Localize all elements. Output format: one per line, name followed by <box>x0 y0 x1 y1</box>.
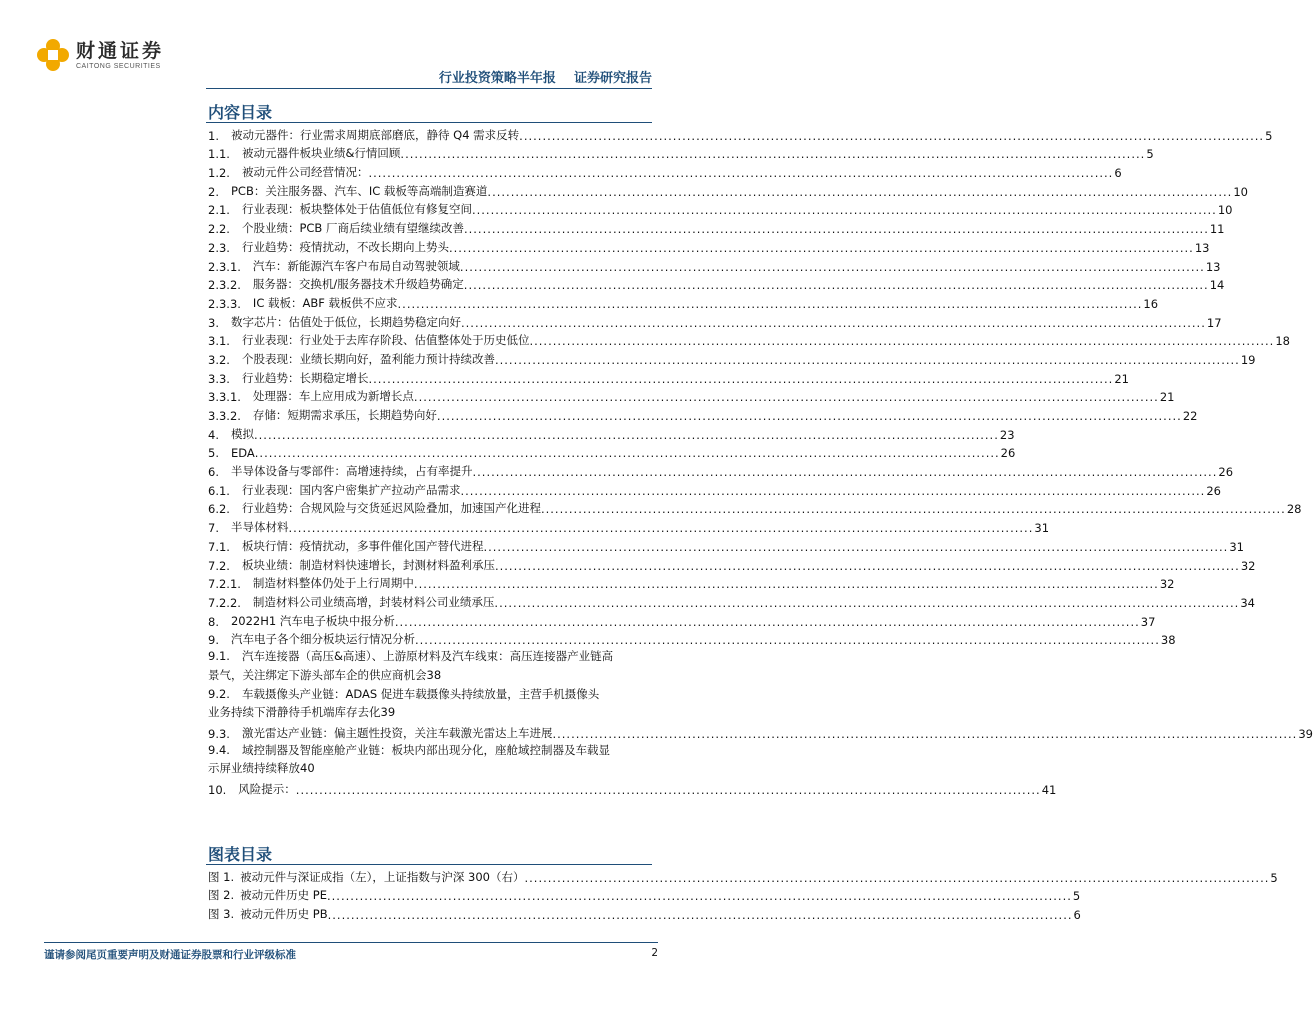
toc-entry-number: 9.3. <box>208 726 230 741</box>
toc-entry-page: 5 <box>1270 870 1278 885</box>
toc-leader-dots <box>472 203 1217 217</box>
toc-entry-title: 处理器：车上应用成为新增长点 <box>252 389 414 404</box>
toc-entry-page: 17 <box>1206 315 1222 330</box>
toc-entry-number: 7.1. <box>208 539 230 554</box>
toc-entry-page: 34 <box>1240 595 1255 610</box>
toc-leader-dots <box>495 559 1240 573</box>
toc-entry-page: 6 <box>1073 908 1081 923</box>
toc-leader-dots <box>483 540 1228 554</box>
toc-entry[interactable] <box>208 610 1156 629</box>
toc-leader-dots <box>400 147 1145 161</box>
toc-entry[interactable] <box>208 255 1221 274</box>
toc-entry-number: 8. <box>208 614 219 629</box>
toc-entry-number: 6.2. <box>208 502 230 517</box>
toc-leader-dots <box>288 521 1033 535</box>
toc-entry-page: 38 <box>1160 633 1176 648</box>
toc-entry[interactable] <box>208 236 1210 255</box>
toc-entry-title: 2022H1 汽车电子板块中报分析 <box>230 613 395 628</box>
toc-leader-dots <box>296 783 1041 797</box>
toc-entry[interactable] <box>208 180 1248 199</box>
toc-entry[interactable] <box>208 199 1233 218</box>
toc-entry-number: 3.1. <box>208 334 230 349</box>
toc-entry-page: 5 <box>1146 147 1154 162</box>
toc-entry-number: 5. <box>208 446 219 461</box>
page-number: 2 <box>651 947 658 959</box>
toc-entry-title-continued: 业务持续下滑静待手机端库存去化 <box>208 705 381 720</box>
toc-entry-title: 半导体设备与零部件：高增速持续，占有率提升 <box>230 464 473 479</box>
figure-entry[interactable] <box>208 903 1081 923</box>
toc-entry-title: 存储：短期需求承压，长期趋势向好 <box>252 408 437 422</box>
figure-list-rule <box>206 864 652 865</box>
toc-entry-number: 1. <box>208 128 219 143</box>
toc-entry-title: 域控制器及智能座舱产业链：板块内部出现分化，座舱域控制器及车载显 <box>241 742 610 757</box>
toc-entry[interactable] <box>208 311 1222 330</box>
toc-entry-number: 6.1. <box>208 483 230 498</box>
toc-entry-page: 26 <box>1000 446 1016 461</box>
toc-entry-page: 16 <box>1143 296 1159 311</box>
toc-entry[interactable] <box>208 554 1256 573</box>
figure-list <box>208 866 1278 923</box>
toc-entry-number: 4. <box>208 427 219 442</box>
toc-entry-page: 5 <box>1265 128 1273 143</box>
toc-entry-number: 2.2. <box>208 222 230 237</box>
toc-entry-title: 制造材料整体仍处于上行周期中 <box>252 576 414 591</box>
toc-entry-title: 行业表现：国内客户密集扩产拉动产品需求 <box>241 482 461 497</box>
toc-entry-page: 39 <box>380 705 396 720</box>
toc-entry-title: 风险提示： <box>238 781 296 796</box>
toc-entry-title: 激光雷达产业链：偏主题性投资，关注车载激光雷达上车进展 <box>241 725 553 740</box>
toc-entry[interactable] <box>208 647 652 684</box>
toc-entry-number: 9.4. <box>208 742 230 757</box>
toc-entry[interactable] <box>208 386 1175 405</box>
toc-entry-number: 图 2. <box>208 888 235 903</box>
toc-leader-dots <box>415 633 1160 647</box>
toc-entry-page: 13 <box>1205 259 1221 274</box>
toc-entry-title-continued: 景气，关注绑定下游头部车企的供应商机会 <box>208 667 427 682</box>
toc-leader-dots <box>494 596 1239 610</box>
toc-entry-title: 服务器：交换机/服务器技术升级趋势确定 <box>252 277 464 292</box>
toc-leader-dots <box>552 727 1297 741</box>
toc-entry-page: 26 <box>1218 465 1234 480</box>
company-logo <box>36 38 164 72</box>
toc-entry-number: 2.1. <box>208 203 230 218</box>
toc-entry-number: 3.2. <box>208 352 230 367</box>
toc-entry-page: 23 <box>999 427 1015 442</box>
toc-leader-dots <box>472 465 1217 479</box>
toc-entry[interactable] <box>208 516 1050 536</box>
toc-entry-number: 3.3. <box>208 371 230 386</box>
toc-entry[interactable] <box>208 685 652 722</box>
toc-leader-dots <box>368 166 1113 180</box>
toc-leader-dots <box>398 297 1143 311</box>
toc-entry[interactable] <box>208 367 1129 386</box>
toc-entry-number: 图 3. <box>208 907 235 922</box>
logo-chinese-name: 财通证券 <box>76 39 165 62</box>
toc-leader-dots <box>460 484 1205 498</box>
toc-entry-number: 9.2. <box>208 686 230 701</box>
toc-entry-page: 40 <box>300 761 315 776</box>
toc-leader-dots <box>328 908 1073 922</box>
toc-entry-title: 被动元件公司经营情况： <box>241 165 369 180</box>
toc-leader-dots <box>414 577 1159 591</box>
toc-entry-title: 个股表现：业绩长期向好，盈利能力预计持续改善 <box>241 351 495 366</box>
toc-entry-title: 模拟 <box>230 426 254 441</box>
toc-entry-title: 个股业绩：PCB 厂商后续业绩有望继续改善 <box>241 221 464 236</box>
toc-leader-dots <box>255 446 1000 460</box>
toc-entry-title: EDA <box>230 446 255 461</box>
footer-disclaimer: 谨请参阅尾页重要声明及财通证券股票和行业评级标准 <box>44 949 296 961</box>
toc-title-rule <box>206 122 652 123</box>
toc-entry-number: 7.2. <box>208 558 230 573</box>
toc-entry-title: 汽车连接器（高压&高速）、上游原材料及汽车线束：高压连接器产业链高 <box>241 649 614 664</box>
toc-entry-number: 10. <box>208 782 227 797</box>
toc-entry-page: 41 <box>1041 782 1057 797</box>
toc-entry-number: 6. <box>208 465 219 480</box>
toc-entry-title: 车载摄像头产业链：ADAS 促进车载摄像头持续放量，主营手机摄像头 <box>241 686 600 701</box>
toc-entry[interactable] <box>208 498 1302 517</box>
toc-entry-title: 行业趋势：长期稳定增长 <box>241 370 369 385</box>
toc-entry-page: 14 <box>1209 278 1225 293</box>
toc-entry[interactable] <box>208 404 1198 423</box>
toc-entry-page: 6 <box>1114 166 1122 181</box>
toc-leader-dots <box>487 185 1232 199</box>
toc-entry-number: 3.3.2. <box>208 409 241 423</box>
figure-entry[interactable] <box>208 866 1278 885</box>
toc-entry-page: 10 <box>1233 184 1248 199</box>
toc-title: 内容目录 <box>208 103 273 122</box>
toc-entry[interactable] <box>208 217 1225 237</box>
toc-leader-dots <box>395 615 1140 629</box>
toc-entry-number: 2.3.3. <box>208 296 241 311</box>
toc-entry-page: 11 <box>1209 222 1225 237</box>
logo-english-name: CAITONG SECURITIES <box>76 62 161 70</box>
toc-entry-number: 9.1. <box>208 649 230 664</box>
toc-entry-number: 7.2.1. <box>208 577 241 592</box>
toc-leader-dots <box>525 871 1270 885</box>
toc-entry-title: IC 载板：ABF 载板供不应求 <box>252 295 398 310</box>
toc-leader-dots <box>529 334 1274 348</box>
figure-entry[interactable] <box>208 885 1081 904</box>
toc-leader-dots <box>541 502 1286 516</box>
footer-divider <box>44 942 658 943</box>
toc-entry-number: 7. <box>208 521 219 536</box>
toc-entry-page: 19 <box>1240 352 1256 367</box>
toc-entry[interactable] <box>208 274 1225 293</box>
toc-leader-dots <box>414 390 1159 404</box>
toc-entry-title: 汽车电子各个细分板块运行情况分析 <box>230 632 415 647</box>
toc-entry-title: 汽车：新能源汽车客户布局自动驾驶领域 <box>252 258 460 273</box>
toc-leader-dots <box>464 278 1209 292</box>
toc-entry[interactable] <box>208 348 1256 367</box>
toc-entry-title: 被动元器件板块业绩&行情回顾 <box>241 146 401 161</box>
toc-entry-number: 9. <box>208 633 219 648</box>
toc-entry-title: 数字芯片：估值处于低位，长期趋势稳定向好 <box>230 314 461 329</box>
toc-entry-title: 被动元器件：行业需求周期底部磨底，静待 Q4 需求反转 <box>230 127 520 142</box>
toc-entry-page: 32 <box>1240 558 1256 573</box>
toc-entry[interactable] <box>208 591 1255 610</box>
toc-entry-title: 被动元件历史 PB <box>240 907 328 922</box>
toc-entry-title: 行业趋势：合规风险与交货延迟风险叠加，加速国产化进程 <box>241 501 541 516</box>
toc-leader-dots <box>519 129 1264 143</box>
toc-entry-page: 21 <box>1114 371 1129 386</box>
toc-entry-title: 行业表现：板块整体处于估值低位有修复空间 <box>241 202 472 217</box>
toc-entry[interactable] <box>208 330 1290 349</box>
toc-leader-dots <box>254 428 999 442</box>
toc-entry-page: 22 <box>1182 409 1198 423</box>
toc-leader-dots <box>460 260 1205 274</box>
table-of-contents <box>208 124 1313 797</box>
toc-entry-title: 行业表现：行业处于去库存阶段、估值整体处于历史低位 <box>241 333 530 348</box>
toc-entry-page: 37 <box>1140 614 1156 629</box>
toc-entry-page: 21 <box>1159 390 1175 405</box>
toc-entry-page: 10 <box>1217 203 1233 218</box>
toc-entry[interactable] <box>208 741 652 778</box>
toc-entry-number: 3.3.1. <box>208 390 241 405</box>
toc-leader-dots <box>495 353 1240 367</box>
toc-entry[interactable] <box>208 629 1176 648</box>
toc-entry-title: 板块行情：疫情扰动，多事件催化国产替代进程 <box>241 538 484 553</box>
toc-entry-page: 39 <box>1298 726 1313 741</box>
toc-entry-number: 7.2.2. <box>208 595 241 610</box>
toc-leader-dots <box>461 316 1206 330</box>
toc-entry-page: 26 <box>1206 483 1221 498</box>
toc-entry-page: 18 <box>1275 334 1290 349</box>
toc-entry[interactable] <box>208 124 1273 143</box>
toc-entry-number: 2.3.2. <box>208 278 241 293</box>
toc-entry[interactable] <box>208 423 1015 442</box>
toc-leader-dots <box>368 372 1113 386</box>
toc-entry-number: 1.1. <box>208 147 230 162</box>
toc-entry-title: 被动元件历史 PE <box>240 888 327 903</box>
toc-entry[interactable] <box>208 722 1313 741</box>
toc-entry-number: 1.2. <box>208 166 230 181</box>
toc-entry-page: 13 <box>1194 240 1210 255</box>
toc-leader-dots <box>449 241 1194 255</box>
figure-list-title: 图表目录 <box>208 845 273 864</box>
caitong-logo-icon <box>36 38 70 72</box>
header-divider <box>206 88 652 89</box>
toc-entry-title-continued: 示屏业绩持续释放 <box>208 761 300 776</box>
toc-entry-title: PCB：关注服务器、汽车、IC 载板等高端制造赛道 <box>230 183 488 198</box>
toc-entry-number: 2.3.1. <box>208 259 241 274</box>
toc-entry-page: 5 <box>1072 889 1081 904</box>
toc-leader-dots <box>327 889 1072 903</box>
toc-entry[interactable] <box>208 442 1016 461</box>
toc-entry-page: 38 <box>426 667 442 682</box>
toc-entry-number: 2. <box>208 184 219 199</box>
toc-entry[interactable] <box>208 479 1221 498</box>
toc-entry-page: 28 <box>1286 502 1302 517</box>
toc-entry[interactable] <box>208 292 1159 311</box>
toc-entry[interactable] <box>208 460 1234 480</box>
toc-entry-page: 32 <box>1159 577 1175 592</box>
toc-entry-title: 板块业绩：制造材料快速增长，封测材料盈利承压 <box>241 557 495 572</box>
toc-entry-title: 被动元件与深证成指（左），上证指数与沪深 300（右） <box>240 869 525 884</box>
toc-entry-number: 3. <box>208 315 219 330</box>
report-header-title: 行业投资策略半年报 证券研究报告 <box>438 71 652 86</box>
toc-entry[interactable] <box>208 161 1122 181</box>
toc-entry-page: 31 <box>1229 539 1244 554</box>
toc-entry[interactable] <box>208 573 1175 592</box>
toc-entry-title: 半导体材料 <box>230 520 289 535</box>
toc-entry-number: 2.3. <box>208 240 230 255</box>
toc-leader-dots <box>437 409 1182 423</box>
toc-entry[interactable] <box>208 535 1244 554</box>
toc-entry-title: 行业趋势：疫情扰动，不改长期向上势头 <box>241 239 449 254</box>
toc-entry-number: 图 1. <box>208 869 235 884</box>
toc-leader-dots <box>464 222 1209 236</box>
toc-entry[interactable] <box>208 778 1057 797</box>
toc-entry-title: 制造材料公司业绩高增，封装材料公司业绩承压 <box>252 594 495 609</box>
toc-entry[interactable] <box>208 143 1154 162</box>
toc-entry-page: 31 <box>1034 521 1050 536</box>
